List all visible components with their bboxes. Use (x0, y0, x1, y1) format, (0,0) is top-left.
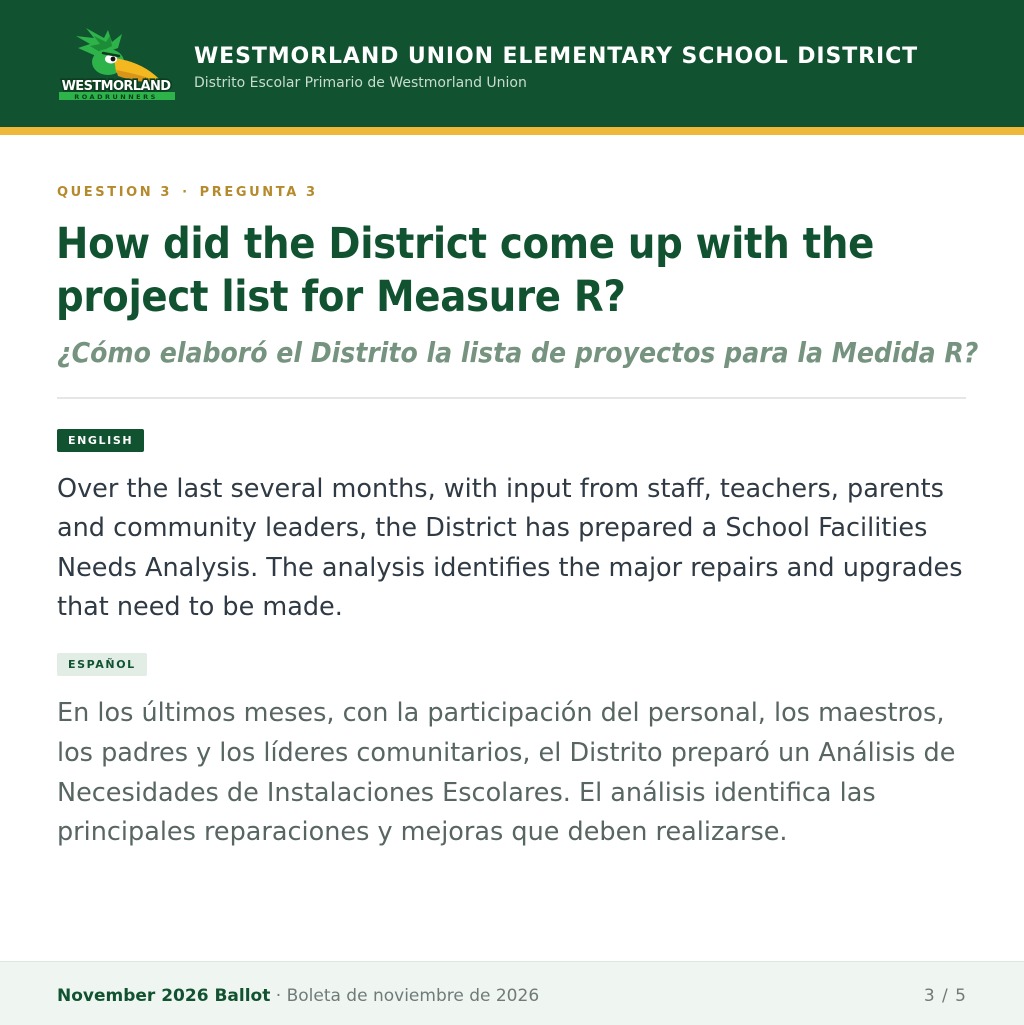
district-title: WESTMORLAND UNION ELEMENTARY SCHOOL DISTRICT (194, 44, 919, 69)
logo-subtext: ROADRUNNERS (74, 93, 158, 101)
question-label-es: PREGUNTA 3 (199, 185, 318, 200)
english-answer: Over the last several months, with input from staff, teachers, parents and community leaders, the District has prepared a School Facilities Needs Analysis. The analysis identifies the major repairs and upgrades that need to be made. (57, 474, 963, 622)
question-eyebrow (57, 185, 318, 200)
header-bar (0, 0, 1024, 127)
header-accent-stripe (0, 127, 1024, 135)
roadrunner-logo-icon (56, 26, 176, 102)
logo-text: WESTMORLAND (61, 79, 171, 94)
eyebrow-separator: · (182, 185, 190, 200)
english-badge: ENGLISH (57, 429, 144, 452)
footer-ballot (57, 986, 539, 1006)
spanish-badge: ESPAÑOL (57, 653, 147, 676)
footer-ballot-en: November 2026 Ballot (57, 986, 271, 1006)
footer-separator: · (275, 986, 282, 1006)
section-divider (57, 397, 966, 399)
district-subtitle: Distrito Escolar Primario de Westmorland Union (194, 75, 527, 91)
page-indicator: 3 / 5 (923, 986, 967, 1006)
question-label-en: QUESTION 3 (57, 185, 173, 200)
question-title-en: How did the District come up with the project list for Measure R? (56, 219, 875, 322)
spanish-answer: En los últimos meses, con la participación del personal, los maestros, los padres y los líderes comunitarios, el Distrito preparó un Análisis de Necesidades de Instalaciones Escolares. El análisis identifica las principales reparaciones y mejoras que deben realizarse. (57, 698, 956, 848)
question-title-es: ¿Cómo elaboró el Distrito la lista de proyectos para la Medida R? (57, 336, 979, 369)
footer-ballot-es: Boleta de noviembre de 2026 (286, 986, 540, 1006)
